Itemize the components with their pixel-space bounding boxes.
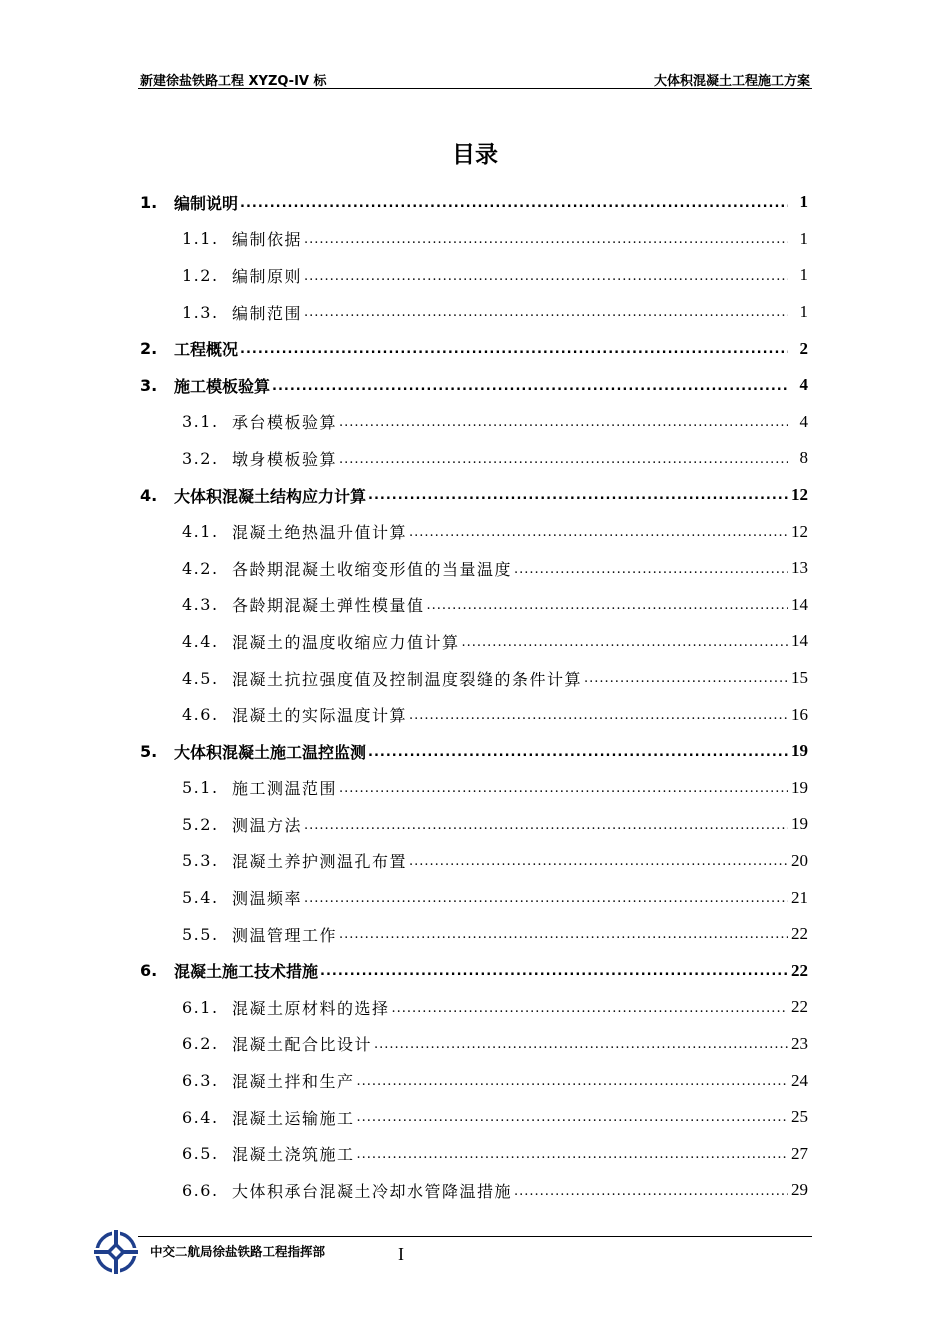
toc-entry-label: 混凝土的温度收缩应力值计算 [232, 632, 460, 652]
toc-entry-label: 混凝土养护测温孔布置 [232, 852, 408, 872]
toc-subsection-entry[interactable] [140, 916, 808, 953]
toc-entry-label: 混凝土施工技术措施 [174, 962, 319, 982]
toc-entry-number: 6.6. [182, 1180, 219, 1200]
toc-subsection-entry[interactable] [140, 843, 808, 880]
toc-dot-leader [304, 818, 788, 843]
toc-dot-leader [339, 452, 788, 477]
header-project-name: 新建徐盐铁路工程 XYZQ-IV 标 [140, 74, 327, 89]
toc-dot-leader [339, 781, 788, 806]
toc-entry-number: 5. [140, 741, 158, 761]
toc-entry-label: 混凝土抗拉强度值及控制温度裂缝的条件计算 [232, 669, 583, 689]
toc-dot-leader [409, 708, 788, 733]
toc-dot-leader [409, 854, 788, 879]
toc-entry-page: 16 [791, 704, 808, 724]
toc-dot-leader [584, 671, 788, 696]
toc-entry-page: 27 [791, 1143, 808, 1163]
toc-entry-label: 混凝土配合比设计 [232, 1035, 373, 1055]
toc-dot-leader [392, 1001, 788, 1026]
toc-dot-leader [240, 342, 788, 367]
toc-entry-number: 4. [140, 485, 158, 505]
toc-title: 目录 [452, 142, 498, 168]
toc-subsection-entry[interactable] [140, 879, 808, 916]
toc-entry-number: 4.2. [182, 558, 219, 578]
toc-entry-number: 4.6. [182, 705, 219, 725]
toc-subsection-entry[interactable] [140, 1062, 808, 1099]
toc-dot-leader [304, 305, 788, 330]
toc-entry-label: 大体积混凝土施工温控监测 [174, 742, 367, 762]
toc-section-entry[interactable] [140, 733, 808, 770]
toc-entry-page: 21 [791, 887, 808, 907]
toc-dot-leader [304, 891, 788, 916]
toc-entry-number: 1. [140, 192, 158, 212]
toc-entry-label: 测温频率 [232, 889, 303, 909]
toc-subsection-entry[interactable] [140, 989, 808, 1026]
company-logo-icon [92, 1228, 140, 1276]
page-header [138, 66, 812, 89]
toc-entry-label: 大体积混凝土结构应力计算 [174, 486, 367, 506]
toc-dot-leader [514, 1184, 788, 1209]
toc-section-entry[interactable] [140, 477, 808, 514]
toc-subsection-entry[interactable] [140, 294, 808, 331]
toc-dot-leader [357, 1110, 788, 1135]
footer-divider [138, 1236, 812, 1237]
toc-subsection-entry[interactable] [140, 1026, 808, 1063]
toc-entry-page: 24 [791, 1070, 808, 1090]
toc-entry-page: 15 [791, 668, 808, 688]
toc-entry-number: 6.2. [182, 1034, 219, 1054]
toc-entry-number: 5.5. [182, 924, 219, 944]
toc-entry-label: 编制范围 [232, 303, 303, 323]
toc-entry-number: 6.1. [182, 997, 219, 1017]
toc-entry-number: 2. [140, 339, 158, 359]
toc-entry-page: 1 [799, 302, 808, 322]
toc-subsection-entry[interactable] [140, 806, 808, 843]
toc-entry-number: 6. [140, 961, 158, 981]
toc-entry-label: 编制依据 [232, 230, 303, 250]
toc-entry-page: 8 [799, 448, 808, 468]
toc-entry-page: 22 [791, 960, 808, 980]
toc-dot-leader [240, 196, 788, 221]
toc-entry-number: 4.1. [182, 522, 219, 542]
toc-entry-number: 5.1. [182, 778, 219, 798]
toc-section-entry[interactable] [140, 330, 808, 367]
toc-entry-label: 各龄期混凝土弹性模量值 [232, 596, 425, 616]
toc-entry-label: 测温管理工作 [232, 925, 338, 945]
toc-subsection-entry[interactable] [140, 623, 808, 660]
toc-dot-leader [339, 415, 788, 440]
toc-entry-page: 4 [799, 411, 808, 431]
toc-entry-label: 编制原则 [232, 266, 303, 286]
toc-entry-label: 混凝土的实际温度计算 [232, 706, 408, 726]
toc-entry-page: 1 [799, 192, 808, 212]
toc-entry-label: 混凝土原材料的选择 [232, 998, 390, 1018]
toc-entry-page: 23 [791, 1033, 808, 1053]
toc-entry-number: 1.1. [182, 229, 219, 249]
toc-entry-label: 编制说明 [174, 193, 239, 213]
toc-entry-label: 墩身模板验算 [232, 449, 338, 469]
header-document-title: 大体积混凝土工程施工方案 [653, 74, 810, 89]
toc-entry-number: 4.5. [182, 668, 219, 688]
toc-entry-number: 3. [140, 375, 158, 395]
toc-entry-label: 测温方法 [232, 815, 303, 835]
toc-subsection-entry[interactable] [140, 513, 808, 550]
toc-entry-label: 混凝土拌和生产 [232, 1072, 355, 1092]
toc-entry-page: 4 [799, 375, 808, 395]
toc-entry-page: 12 [791, 485, 808, 505]
toc-subsection-entry[interactable] [140, 221, 808, 258]
toc-subsection-entry[interactable] [140, 770, 808, 807]
toc-subsection-entry[interactable] [140, 696, 808, 733]
toc-dot-leader [304, 269, 788, 294]
toc-entry-number: 4.3. [182, 595, 219, 615]
toc-entry-label: 承台模板验算 [232, 413, 338, 433]
toc-entry-label: 施工测温范围 [232, 779, 338, 799]
toc-section-entry[interactable] [140, 952, 808, 989]
table-of-contents [140, 184, 808, 1209]
toc-entry-number: 3.2. [182, 448, 219, 468]
toc-entry-page: 19 [791, 741, 808, 761]
toc-subsection-entry[interactable] [140, 660, 808, 697]
toc-entry-number: 3.1. [182, 412, 219, 432]
toc-subsection-entry[interactable] [140, 440, 808, 477]
toc-entry-label: 工程概况 [174, 340, 239, 360]
toc-entry-page: 20 [791, 850, 808, 870]
toc-entry-page: 25 [791, 1107, 808, 1127]
toc-dot-leader [357, 1074, 788, 1099]
toc-dot-leader [374, 1037, 788, 1062]
toc-dot-leader [368, 488, 788, 513]
toc-entry-number: 1.2. [182, 265, 219, 285]
toc-entry-page: 29 [791, 1180, 808, 1200]
toc-dot-leader [427, 598, 788, 623]
toc-dot-leader [304, 232, 788, 257]
toc-subsection-entry[interactable] [140, 1135, 808, 1172]
toc-entry-number: 5.2. [182, 814, 219, 834]
toc-dot-leader [462, 635, 788, 660]
toc-entry-page: 22 [791, 924, 808, 944]
toc-dot-leader [272, 379, 788, 404]
toc-entry-label: 大体积承台混凝土冷却水管降温措施 [232, 1181, 513, 1201]
toc-dot-leader [320, 964, 788, 989]
toc-entry-page: 2 [799, 338, 808, 358]
toc-entry-number: 1.3. [182, 302, 219, 322]
toc-entry-number: 5.3. [182, 851, 219, 871]
toc-entry-label: 混凝土浇筑施工 [232, 1145, 355, 1165]
toc-entry-number: 4.4. [182, 631, 219, 651]
toc-entry-page: 14 [791, 631, 808, 651]
toc-entry-page: 14 [791, 594, 808, 614]
toc-entry-label: 各龄期混凝土收缩变形值的当量温度 [232, 559, 513, 579]
toc-subsection-entry[interactable] [140, 550, 808, 587]
footer-page-number: I [398, 1244, 404, 1264]
toc-subsection-entry[interactable] [140, 404, 808, 441]
toc-entry-page: 19 [791, 777, 808, 797]
toc-dot-leader [339, 927, 788, 952]
toc-entry-page: 22 [791, 997, 808, 1017]
toc-subsection-entry[interactable] [140, 587, 808, 624]
toc-dot-leader [409, 525, 788, 550]
toc-subsection-entry[interactable] [140, 257, 808, 294]
toc-entry-page: 12 [791, 521, 808, 541]
toc-dot-leader [368, 745, 788, 770]
toc-subsection-entry[interactable] [140, 1099, 808, 1136]
toc-section-entry[interactable] [140, 184, 808, 221]
toc-entry-label: 混凝土绝热温升值计算 [232, 523, 408, 543]
toc-entry-number: 5.4. [182, 888, 219, 908]
toc-entry-number: 6.3. [182, 1071, 219, 1091]
toc-section-entry[interactable] [140, 367, 808, 404]
toc-dot-leader [357, 1147, 788, 1172]
toc-entry-page: 1 [799, 265, 808, 285]
toc-entry-page: 19 [791, 814, 808, 834]
toc-entry-label: 混凝土运输施工 [232, 1108, 355, 1128]
toc-entry-page: 1 [799, 228, 808, 248]
toc-dot-leader [514, 562, 788, 587]
footer-organization: 中交二航局徐盐铁路工程指挥部 [150, 1244, 326, 1259]
toc-entry-number: 6.5. [182, 1144, 219, 1164]
toc-entry-label: 施工模板验算 [174, 376, 271, 396]
toc-entry-number: 6.4. [182, 1107, 219, 1127]
toc-subsection-entry[interactable] [140, 1172, 808, 1209]
toc-entry-page: 13 [791, 558, 808, 578]
